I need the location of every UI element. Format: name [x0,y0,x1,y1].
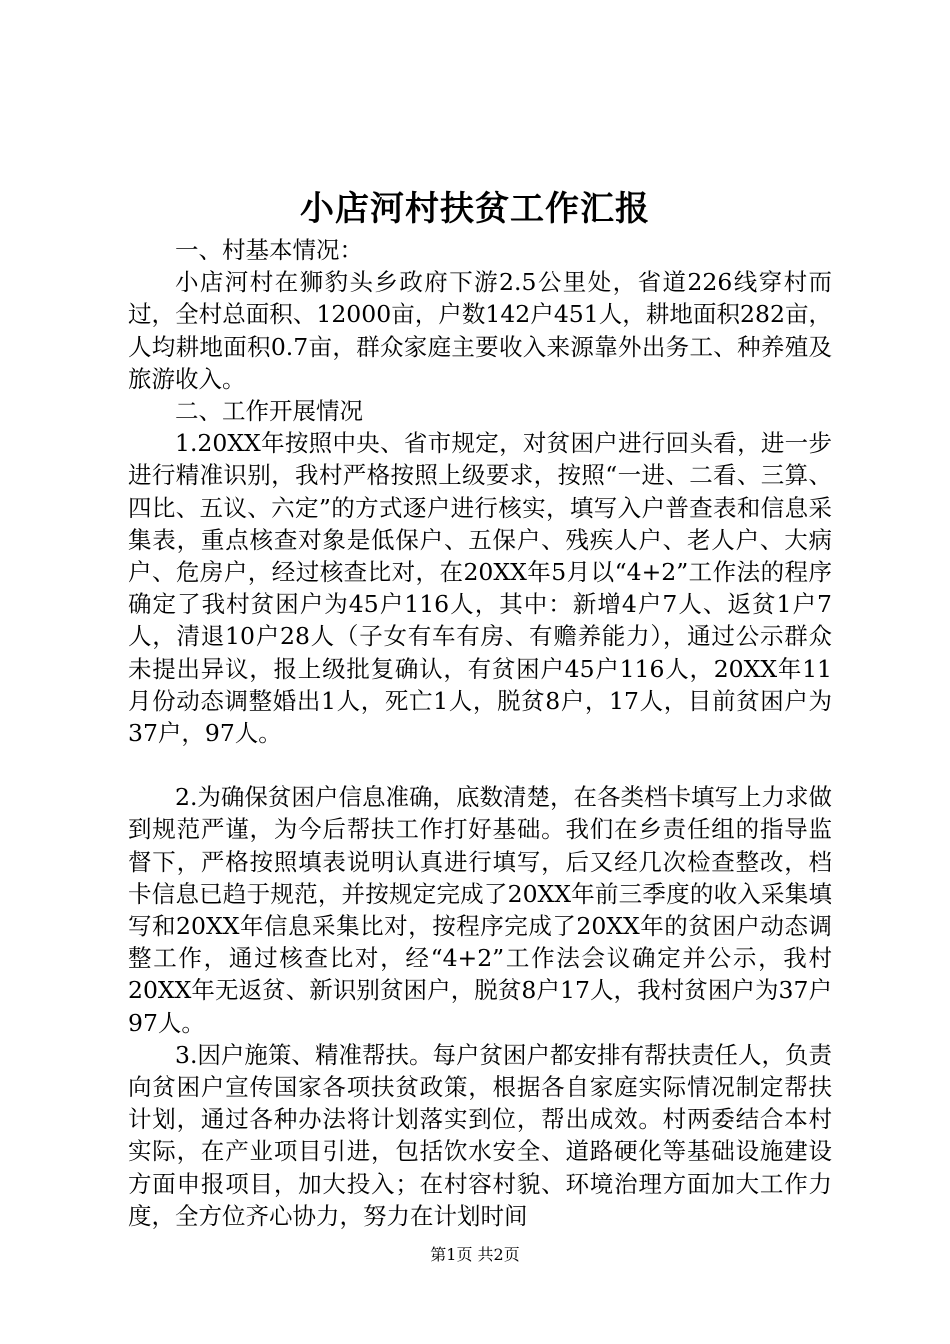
document-title: 小店河村扶贫工作汇报 [300,189,650,229]
page-footer: 第1页 共2页 [430,1245,520,1264]
paragraph-item-2: 2.为确保贫困户信息准确，底数清楚，在各类档卡填写上力求做到规范严谨，为今后帮扶工作打好基础。我们在乡责任组的指导监督下，严格按照填表说明认真进行填写，后又经几次检查整改，档卡信息已趋于规范，并按规定完成了20XX年前三季度的收入采集填写和20XX年信息采集比对，按程序完成了20XX年的贫困户动态调整工作，通过核查比对，经“4+2”工作法会议确定并公示，我村20XX年无返贫、新识别贫困户，脱贫8户17人，我村贫困户为37户97人。 [128,783,832,1037]
paragraph-item-3: 3.因户施策、精准帮扶。每户贫困户都安排有帮扶责任人，负责向贫困户宣传国家各项扶贫政策，根据各自家庭实际情况制定帮扶计划，通过各种办法将计划落实到位，帮出成效。村两委结合本村实际，在产业项目引进，包括饮水安全、道路硬化等基础设施建设方面申报项目，加大投入；在村容村貌、环境治理方面加大工作力度，全方位齐心协力，努力在计划时间 [128,1040,832,1230]
section-heading-basic-info: 一、村基本情况： [175,236,363,264]
section-heading-work-progress: 二、工作开展情况 [175,397,363,426]
paragraph-village-overview: 小店河村在狮豹头乡政府下游2.5公里处，省道226线穿村而过，全村总面积、12000亩，户数142户451人，耕地面积282亩，人均耕地面积0.7亩，群众家庭主要收入来源靠外出务工、种养殖及旅游收入。 [128,268,832,393]
paragraph-item-1: 1.20XX年按照中央、省市规定，对贫困户进行回头看，进一步进行精准识别，我村严格按照上级要求，按照“一进、二看、三算、四比、五议、六定”的方式逐户进行核实，填写入户普查表和信息采集表，重点核查对象是低保户、五保户、残疾人户、老人户、大病户、危房户，经过核查比对，在20XX年5月以“4+2”工作法的程序确定了我村贫困户为45户116人，其中：新增4户7人、返贫1户7人，清退10户28人（子女有车有房、有赡养能力），通过公示群众未提出异议，报上级批复确认，有贫困户45户116人，20XX年11月份动态调整婚出1人，死亡1人，脱贫8户，17人，目前贫困户为37户，97人。 [128,429,832,748]
document-body [128,234,832,1232]
